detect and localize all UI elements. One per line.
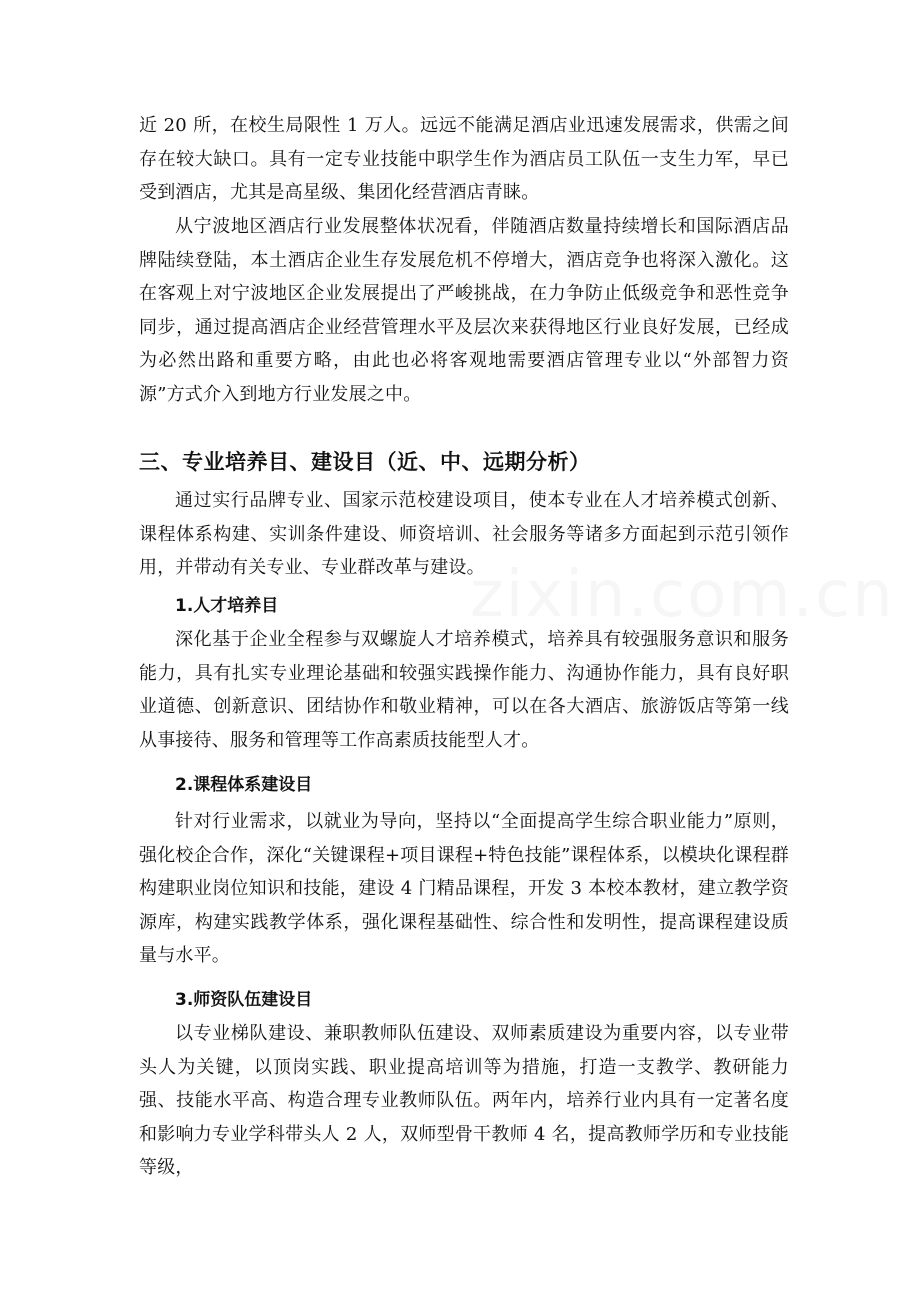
paragraph-supply-gap: 近 20 所，在校生局限性 1 万人。远远不能满足酒店业迅速发展需求，供需之间存在较大缺口。具有一定专业技能中职学生作为酒店员工队伍一支生力军，早已受到酒店，尤其是高星级、集团化经营酒店青睐。 <box>139 115 789 203</box>
subheading-talent-goal: 1.人才培养目 <box>175 596 279 616</box>
paragraph-industry-status: 从宁波地区酒店行业发展整体状况看，伴随酒店数量持续增长和国际酒店品牌陆续登陆，本土酒店企业生存发展危机不停增大，酒店竞争也将深入激化。这在客观上对宁波地区企业发展提出了严峻挑战，在力争防止低级竞争和恶性竞争同步，通过提高酒店企业经营管理水平及层次来获得地区行业良好发展，已经成为必然出路和重要方略，由此也必将客观地需要酒店管理专业以“外部智力资源”方式介入到地方行业发展之中。 <box>139 216 789 405</box>
section-heading-goals: 三、专业培养目、建设目（近、中、远期分析） <box>139 450 591 474</box>
paragraph-talent-goal: 深化基于企业全程参与双螺旋人才培养模式，培养具有较强服务意识和服务能力，具有扎实专业理论基础和较强实践操作能力、沟通协作能力，具有良好职业道德、创新意识、团结协作和敬业精神，可以在各大酒店、旅游饭店等第一线从事接待、服务和管理等工作高素质技能型人才。 <box>139 629 789 751</box>
paragraph-curriculum-goal: 针对行业需求，以就业为导向，坚持以“全面提高学生综合职业能力”原则，强化校企合作，深化“关键课程+项目课程+特色技能”课程体系，以模块化课程群构建职业岗位知识和技能，建设 4 门精品课程，开发 3 本校本教材，建立教学资源库，构建实践教学体系，强化课程基础性、综合性和发明性，提高课程建设质量与水平。 <box>139 811 789 966</box>
subheading-faculty-goal: 3.师资队伍建设目 <box>175 990 313 1010</box>
paragraph-faculty-goal: 以专业梯队建设、兼职教师队伍建设、双师素质建设为重要内容，以专业带头人为关键，以顶岗实践、职业提高培训等为措施，打造一支教学、教研能力强、技能水平高、构造合理专业教师队伍。两年内，培养行业内具有一定著名度和影响力专业学科带头人 2 人，双师型骨干教师 4 名，提高教师学历和专业技能等级， <box>139 1023 789 1178</box>
watermark-text: zixin.com.cn <box>470 558 895 632</box>
paragraph-goals-intro: 通过实行品牌专业、国家示范校建设项目，使本专业在人才培养模式创新、课程体系构建、实训条件建设、师资培训、社会服务等诸多方面起到示范引领作用，并带动有关专业、专业群改革与建设。 <box>139 490 789 578</box>
subheading-curriculum-goal: 2.课程体系建设目 <box>175 775 313 795</box>
